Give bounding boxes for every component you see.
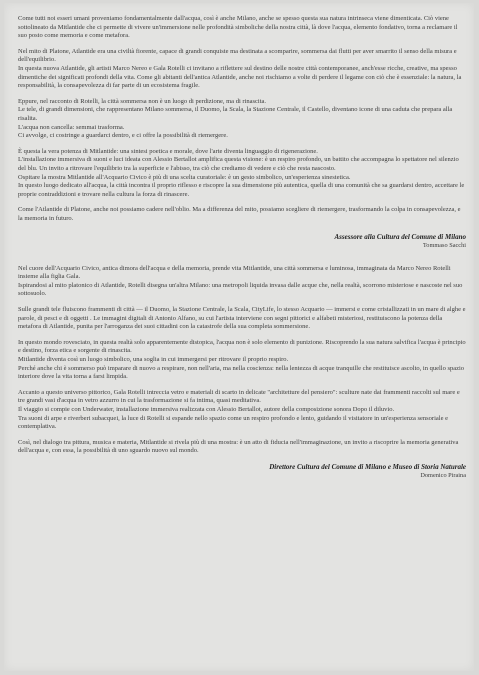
- signature-name: Domenico Piraina: [420, 471, 466, 479]
- paragraph-line: Nel mito di Platone, Atlantide era una civiltà fiorente, capace di grandi conquiste ma destinata a scomparire, sommersa dai flutti per aver smarrito il senso della misura e dell'equilibrio.: [18, 47, 457, 64]
- paragraph-line: Le tele, di grandi dimensioni, che rappresentano Milano sommersa, il Duomo, la Scala, la Stazione Centrale, il Castello, diventano icone di una caduta che prepara alla risalita.: [18, 106, 453, 122]
- paragraph-line: Perché anche chi è sommerso può imparare di nuovo a respirare, non nell'aria, ma nella coscienza: nella lentezza di acque tranquille che restituisce ascolto, in quello spazio interiore dove la vita torna a farsi limpida.: [18, 364, 465, 381]
- paragraph: Così, nel dialogo tra pittura, musica e materia, Mitlantide si rivela più di una mostra: è un atto di fiducia nell'immaginazione, un invito a riscoprire la memoria generativa dell'acqua e, con essa, la possibilità di uno sguardo nuovo sul mondo.: [18, 438, 459, 455]
- paragraph: [18, 265, 466, 299]
- paragraph-line: Mitlantide diventa così un luogo simbolico, una soglia in cui immergersi per ritrovare il proprio respiro.: [18, 356, 289, 363]
- paragraph-line: Ispirandosi al mito platonico di Atlantide, Rotelli disegna un'altra Milano: una metropoli liquida invasa dalle acque che, nella realtà, scorrono misteriose e nascoste nel suo sottosuolo.: [18, 281, 463, 298]
- paragraph-line: L'installazione immersiva di suoni e luci ideata con Alessio Bertallot amplifica questa visione: è un respiro profondo, un battito che accompagna lo spettatore nel silenzio del blu. Un invito a ritrovare l'equilibrio tra la superficie e l'abisso, tra ciò che crediamo di vedere e ciò che resta nascosto.: [18, 156, 459, 172]
- paragraph-line: Il viaggio si compie con Underwater, installazione immersiva realizzata con Alessio Bertallot, autore della composizione sonora Dopo il diluvio.: [18, 405, 395, 413]
- paragraph: [18, 48, 466, 91]
- paragraph-line: Accanto a questo universo pittorico, Gala Rotelli intreccia vetro e materiali di scarto in delicate "architetture del pensiero": sculture nate dai frammenti raccolti sul mare e tre grandi vasi d'acqua in vetro azzurro in cui la trasformazione si fa intima, quasi meditativa.: [18, 388, 460, 405]
- paragraph: [18, 98, 466, 141]
- paragraph: Come tutti noi esseri umani proveniamo fondamentalmente dall'acqua, così è anche Milano, anche se spesso questa sua natura intrinseca viene dimenticata. Ciò viene sottolineato da Mitlantide che ci permette di vivere un'immersione nelle profondità simboliche della nostra città, là dove l'acqua, elemento fondativo, torna a reclamare il suo posto come memoria e come metafora.: [18, 15, 458, 40]
- paragraph: Sulle grandi tele fluiscono frammenti di città — il Duomo, la Stazione Centrale, la Scala, CityLife, lo stesso Acquario — immersi e come cristallizzati in un mare di alghe e parole, di pesci e di oggetti . Le immagini digitali di Antonio Alfano, su cui l'artista interviene con segni pittorici e alfabeti misteriosi, restituiscono la potenza della metafora di Atlantide, punita per l'arroganza dei suoi cittadini con la catastrofe della sua completa sommersione.: [18, 306, 466, 331]
- signature-role: Assessore alla Cultura del Comune di Milano: [334, 233, 466, 242]
- signature-block: [18, 463, 466, 480]
- signature-block: [18, 233, 466, 250]
- paragraph-line: In questo mondo rovesciato, in questa realtà solo apparentemente distopica, l'acqua non è solo elemento di punizione. Riscoprendo la sua natura salvifica l'acqua è principio e destino, forza etica e sorgente di rinascita.: [18, 338, 466, 355]
- paragraph-line: È questa la vera potenza di Mitlantide: una sintesi poetica e morale, dove l'arte diventa linguaggio di rigenerazione.: [18, 147, 318, 155]
- paragraph-line: Eppure, nel racconto di Rotelli, la città sommersa non è un luogo di perdizione, ma di rinascita.: [18, 97, 267, 105]
- paragraph: [18, 339, 466, 382]
- document-body: [18, 15, 466, 480]
- paragraph-line: L'acqua non cancella: semmai trasforma.: [18, 123, 125, 131]
- paragraph-line: In questo luogo dedicato all'acqua, la città incontra il proprio riflesso e riscopre la sua dimensione più autentica, quella di una comunità che sa guardarsi dentro, accettare le proprie contraddizioni e trovare nella cultura la forza di rinascere.: [18, 182, 465, 198]
- paragraph-line: Ci avvolge, ci costringe a guardarci dentro, e ci offre la possibilità di riemergere.: [18, 132, 228, 140]
- paragraph: Come l'Atlantide di Platone, anche noi possiamo cadere nell'oblio. Ma a differenza del mito, possiamo scegliere di riemergere, trasformando la colpa in consapevolezza, e la memoria in futuro.: [18, 206, 461, 222]
- paragraph-line: Nel cuore dell'Acquario Civico, antica dimora dell'acqua e della memoria, prende vita Mitlantide, una città sommersa e luminosa, immaginata da Marco Nereo Rotelli insieme alla figlia Gala.: [18, 264, 451, 281]
- paragraph-line: In questa nuova Atlantide, gli artisti Marco Nereo e Gala Rotelli ci invitano a riflettere sul destino delle nostre città contemporanee, anch'esse ricche, creative, ma spesso dimentiche dei significati profondi della vita. Come gli abitanti dell'antica Atlantide, anche noi rischiamo a volte di perdere il legame con ciò che è essenziale: la natura, la responsabilità, la consapevolezza di far parte di un ecosistema fragile.: [18, 64, 462, 90]
- paragraph: [18, 148, 466, 200]
- signature-role: Direttore Cultura del Comune di Milano e Museo di Storia Naturale: [269, 462, 466, 471]
- text-panel: [4, 3, 474, 671]
- signature-name: Tommaso Sacchi: [422, 242, 466, 250]
- paragraph: [18, 389, 466, 432]
- paragraph-line: Tra suoni di arpe e riverberi subacquei, la luce di Rotelli si espande nello spazio come un respiro profondo e lento, guidando il visitatore in un'esperienza sensoriale e contemplativa.: [18, 414, 448, 431]
- paragraph-line: Ospitare la mostra Mitlantide all'Acquario Civico è più di una scelta curatoriale: è un gesto simbolico, un'esperienza sinestetica.: [18, 173, 351, 181]
